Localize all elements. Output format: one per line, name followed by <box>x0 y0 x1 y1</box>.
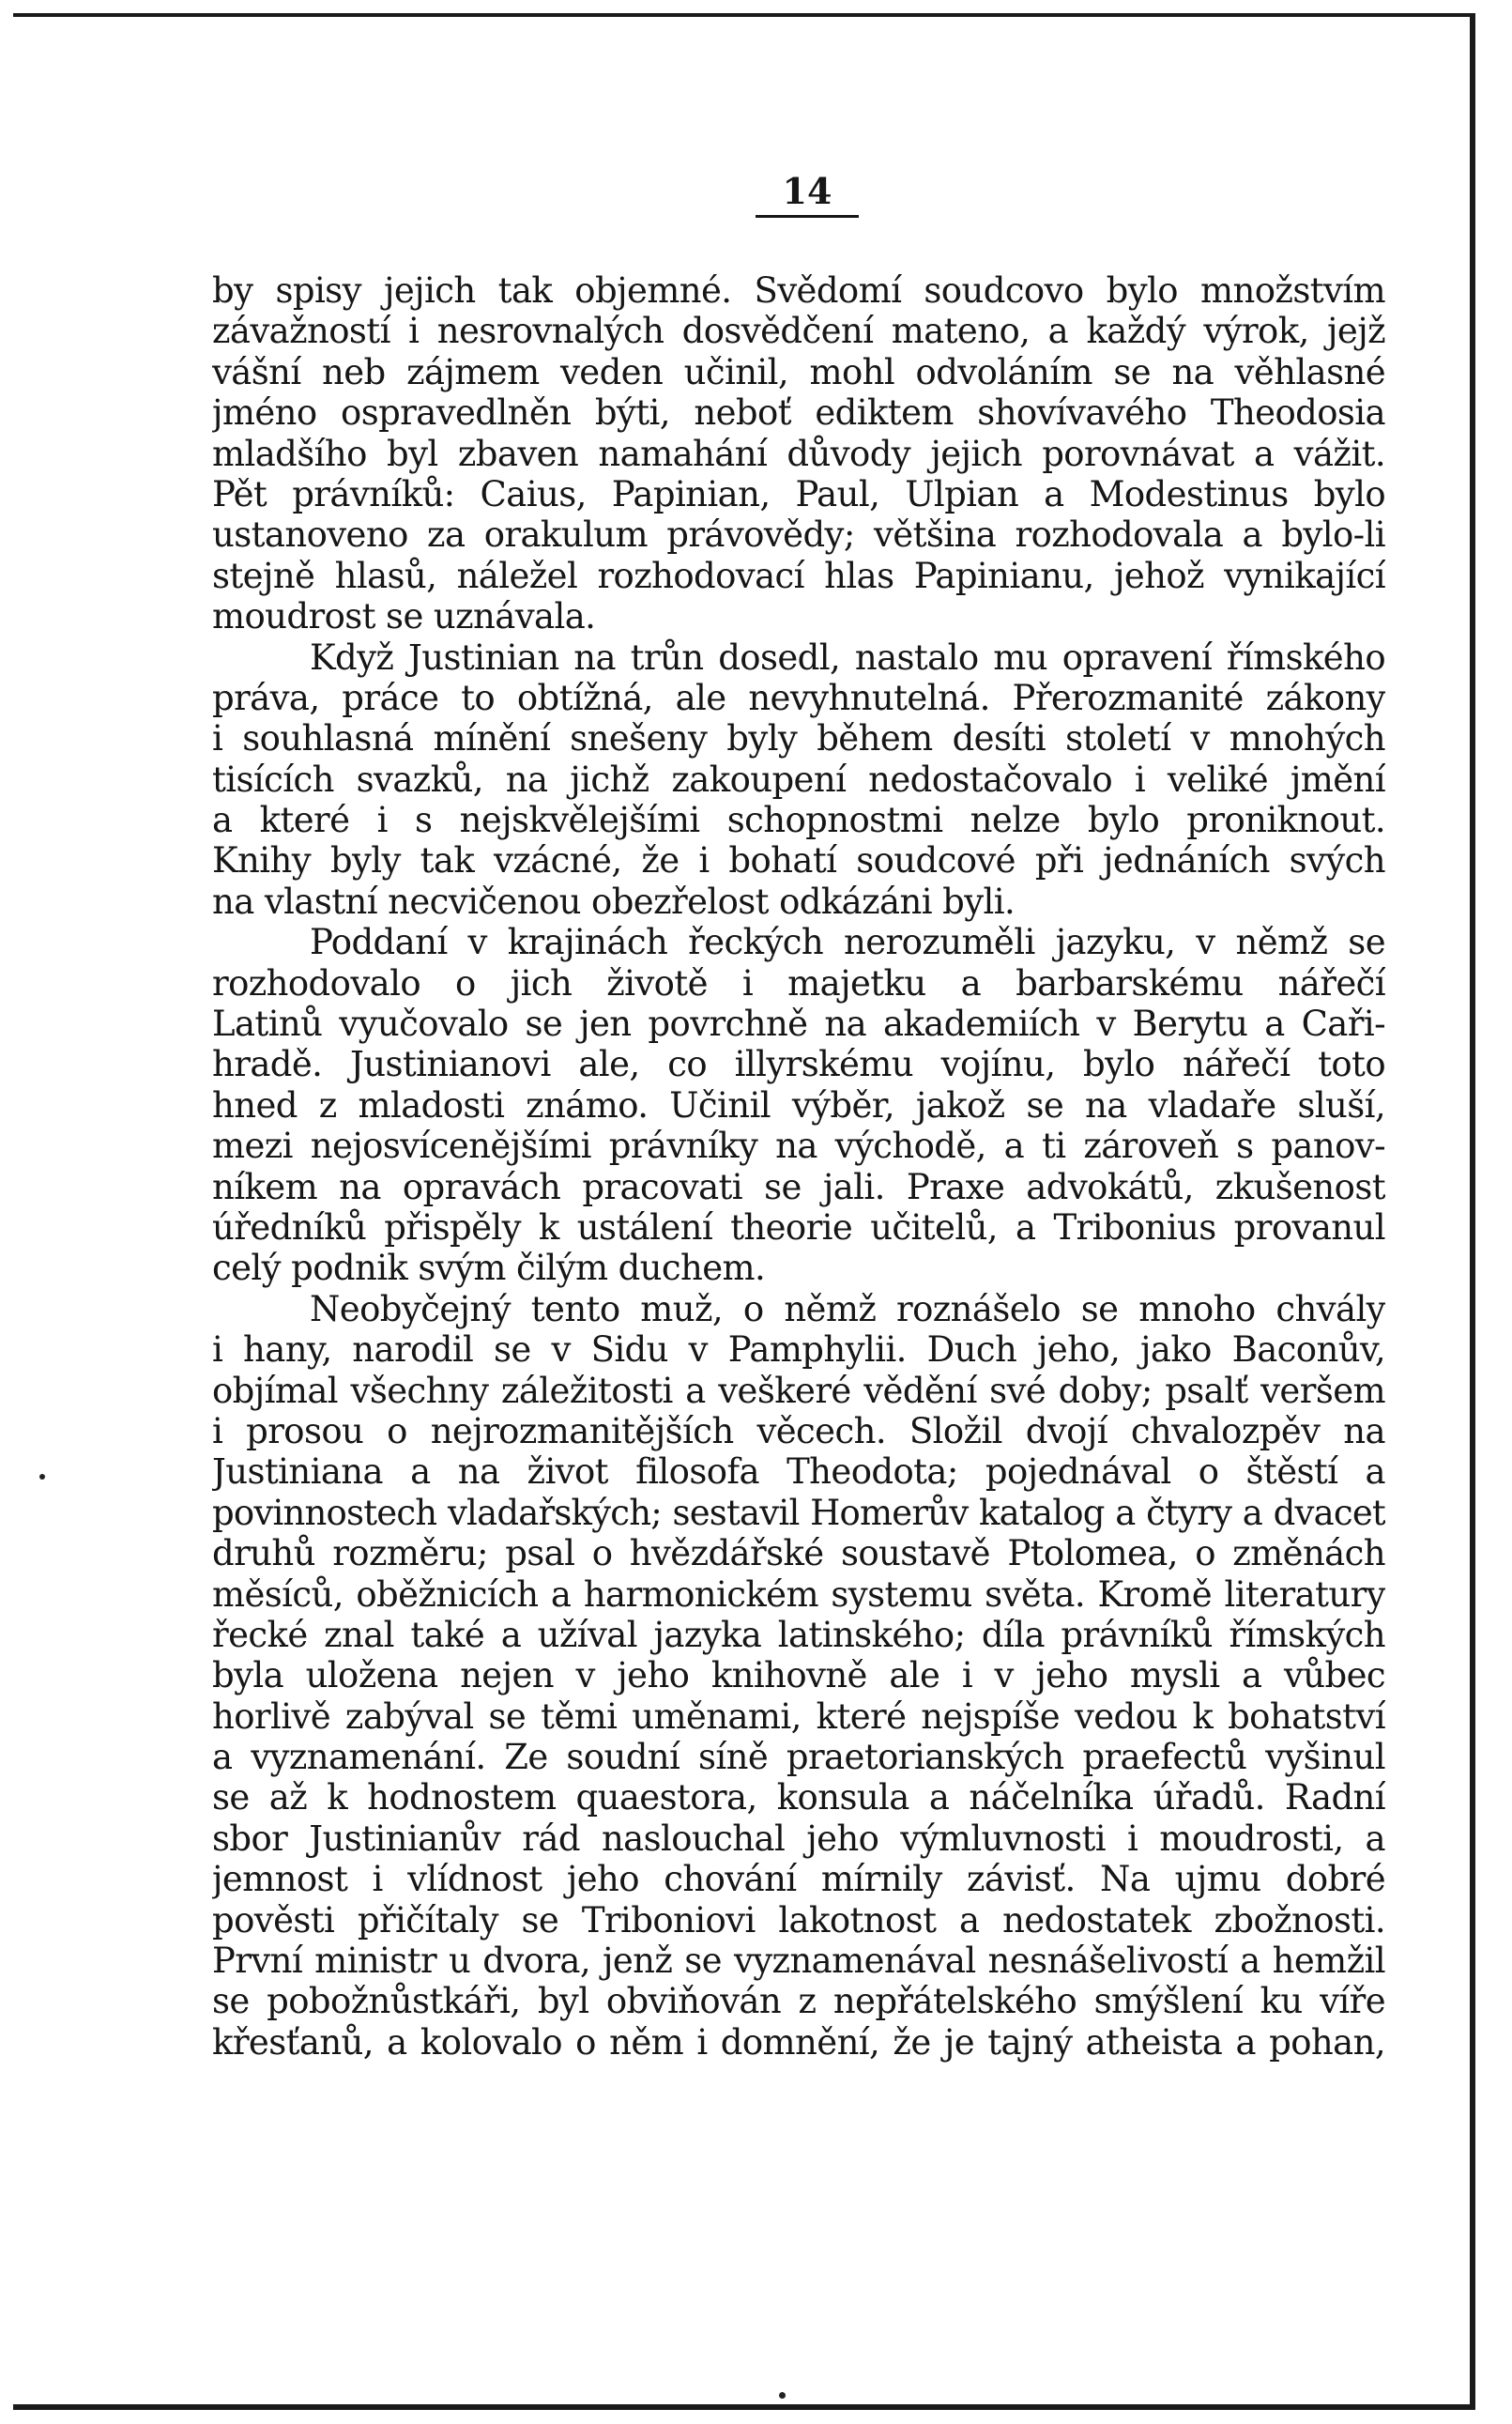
text-line: by spisy jejich tak objemné. Svědomí soudcovo bylo množstvím <box>212 270 1385 311</box>
text-line: jemnost i vlídnost jeho chování mírnily závisť. Na ujmu dobré <box>212 1859 1385 1900</box>
body-text <box>212 270 1385 2063</box>
text-line: rozhodovalo o jich životě i majetku a barbarskému nářečí <box>212 962 1385 1004</box>
text-line: se pobožnůstkáři, byl obviňován z nepřátelského smýšlení ku víře <box>212 1981 1385 2022</box>
text-line: moudrost se uznávala. <box>212 596 596 637</box>
text-line: a vyznamenání. Ze soudní síně praetorianských praefectů vyšinul <box>212 1737 1385 1778</box>
text-line: úředníků přispěly k ustálení theorie učitelů, a Tribonius provanul <box>212 1206 1385 1248</box>
text-line: vášní neb zájmem veden učinil, mohl odvoláním se na věhlasné <box>212 351 1385 392</box>
text-line: níkem na opravách pracovati se jali. Praxe advokátů, zkušenost <box>212 1166 1385 1207</box>
text-line: Pět právníků: Caius, Papinian, Paul, Ulpian a Modestinus bylo <box>212 473 1385 514</box>
text-line: křesťanů, a kolovalo o něm i domnění, že je tajný atheista a pohan, <box>212 2021 1385 2063</box>
text-line: mladšího byl zbaven namahání důvody jejich porovnávat a vážit. <box>212 433 1385 474</box>
text-line: druhů rozměru; psal o hvězdářské soustavě Ptolomea, o změnách <box>212 1533 1385 1574</box>
text-line: pověsti přičítaly se Triboniovi lakotnost a nedostatek zbožnosti. <box>212 1899 1385 1941</box>
text-line: povinnostech vladařských; sestavil Homerův katalog a čtyry a dvacet <box>212 1492 1385 1533</box>
text-line: řecké znal také a užíval jazyka latinského; díla právníků římských <box>212 1614 1385 1655</box>
text-line: Latinů vyučovalo se jen povrchně na akademiích v Berytu a Caři- <box>212 1004 1385 1045</box>
text-line: se až k hodnostem quaestora, konsula a náčelníka úřadů. Radní <box>212 1777 1385 1818</box>
text-line: i hany, narodil se v Sidu v Pamphylii. Duch jeho, jako Baconův, <box>212 1329 1385 1371</box>
text-line: Neobyčejný tento muž, o němž roznášelo se mnoho chvály <box>310 1288 1385 1329</box>
text-line: jméno ospravedlněn býti, neboť ediktem shovívavého Theodosia <box>212 392 1385 434</box>
text-line: závažností i nesrovnalých dosvědčení mateno, a každý výrok, jejž <box>212 311 1385 352</box>
text-line: i souhlasná mínění snešeny byly během desíti století v mnohých <box>212 718 1385 759</box>
scan-speck <box>39 1474 45 1480</box>
text-line: mezi nejosvícenějšími právníky na východě, a ti zároveň s panov- <box>212 1126 1385 1167</box>
text-line: práva, práce to obtížná, ale nevyhnutelná. Přerozmanité zákony <box>212 677 1385 718</box>
text-line: objímal všechny záležitosti a veškeré vědění své doby; psalť veršem <box>212 1370 1385 1411</box>
text-line: hned z mladosti známo. Učinil výběr, jakož se na vladaře sluší, <box>212 1084 1385 1126</box>
text-line: stejně hlasů, náležel rozhodovací hlas Papinianu, jehož vynikající <box>212 555 1385 596</box>
text-line: Justiniana a na život filosofa Theodota; pojednával o štěstí a <box>212 1451 1385 1493</box>
text-line: hradě. Justinianovi ale, co illyrskému vojínu, bylo nářečí toto <box>212 1044 1385 1085</box>
text-line: Když Justinian na trůn dosedl, nastalo mu opravení římského <box>310 637 1385 678</box>
text-line: sbor Justinianův rád naslouchal jeho výmluvnosti i moudrosti, a <box>212 1818 1385 1859</box>
text-line: celý podnik svým čilým duchem. <box>212 1248 766 1289</box>
text-line: ustanoveno za orakulum právovědy; většina rozhodovala a bylo-li <box>212 514 1385 556</box>
text-line: měsíců, oběžnicích a harmonickém systemu světa. Kromě literatury <box>212 1573 1385 1615</box>
text-line: horlivě zabýval se těmi uměnami, které nejspíše vedou k bohatství <box>212 1695 1385 1737</box>
text-line: Knihy byly tak vzácné, že i bohatí soudcové při jednáních svých <box>212 840 1385 882</box>
text-line: byla uložena nejen v jeho knihovně ale i v jeho mysli a vůbec <box>212 1655 1385 1696</box>
text-line: tisících svazků, na jichž zakoupení nedostačovalo i veliké jmění <box>212 759 1385 800</box>
scan-speck <box>779 2392 786 2399</box>
page-number: 14 <box>756 172 859 218</box>
text-line: První ministr u dvora, jenž se vyznamenával nesnášelivostí a hemžil <box>212 1941 1385 1982</box>
text-line: i prosou o nejrozmanitějších věcech. Složil dvojí chvalozpěv na <box>212 1410 1385 1451</box>
text-line: Poddaní v krajinách řeckých nerozuměli jazyku, v němž se <box>310 922 1385 963</box>
text-line: a které i s nejskvělejšími schopnostmi nelze bylo proniknout. <box>212 800 1385 841</box>
text-line: na vlastní necvičenou obezřelost odkázáni byli. <box>212 881 1016 922</box>
